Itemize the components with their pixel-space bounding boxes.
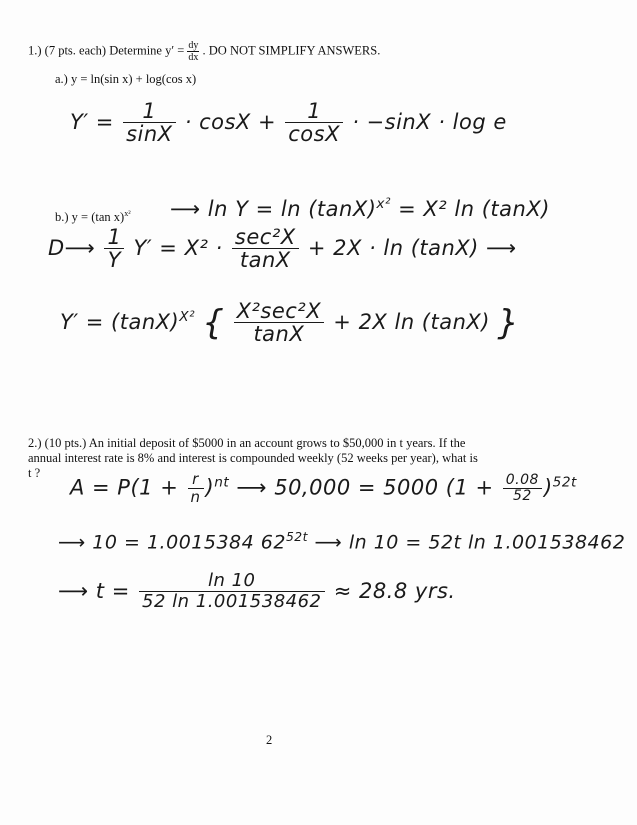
b-step-3 (60, 300, 519, 346)
p2-step3-fraction (139, 572, 325, 612)
p2-step-1 (70, 472, 577, 505)
part-b-label-text: b.) y = (tan x) (55, 210, 125, 225)
part-b-exponent: x² (124, 209, 131, 218)
b-step1-text: ln Y = ln (tanX) (207, 197, 377, 221)
a-lhs: Y′ = (70, 110, 114, 135)
b-step2-f1-den: Y (107, 248, 122, 273)
b-step3-rest: + 2X ln (tanX) (333, 310, 490, 335)
p2-step3-f-num: ln 10 (139, 572, 325, 592)
problem1-header-prefix: 1.) (7 pts. each) Determine y′ = (28, 43, 185, 58)
b-step3-exp: X² (179, 309, 196, 326)
a-term-2: · −sinX · log e (352, 110, 507, 135)
dy-dx-fraction (187, 40, 199, 63)
p2-step3-approx: ≈ 28.8 yrs. (333, 578, 456, 603)
p2-step1-f-num: r (188, 472, 204, 489)
b-step2-fraction-1 (104, 226, 124, 272)
a-fraction-1 (123, 100, 175, 146)
b-step3-fraction (234, 300, 325, 346)
b-step3-lhs: Y′ = (tanX) (60, 310, 180, 335)
p2-step2-arrow-2: ⟶ (314, 531, 343, 554)
p2-step3-f-den: 52 ln 1.001538462 (142, 590, 322, 612)
a-f2-den: cosX (288, 122, 340, 147)
p2-step2-arrow: ⟶ (58, 531, 86, 554)
p2-step2-exp: 52t (285, 530, 308, 544)
p2-step2-text: 10 = 1.0015384 62 (92, 531, 286, 554)
p2-step1-fraction (188, 472, 204, 505)
p2-step1-eq: 50,000 = 5000 (1 + (274, 475, 494, 500)
b-step-2 (48, 226, 517, 272)
a-f1-den: sinX (126, 122, 173, 147)
b-step3-open-brace: { (202, 303, 225, 344)
a-fraction-2 (285, 100, 343, 146)
p2-step1-close: ) (205, 475, 215, 500)
p2-step1-exp2: 52t (552, 474, 577, 491)
b-step1-exp: x² (376, 196, 391, 212)
p2-step2-rest: ln 10 = 52t ln 1.001538462 (348, 531, 626, 554)
b-step3-f-num: X²sec²X (234, 300, 325, 323)
a-f2-num: 1 (285, 100, 343, 123)
dy-label: dy (188, 40, 199, 51)
p2-step1-f2-den: 52 (512, 487, 532, 504)
p2-step1-arrow: ⟶ (236, 475, 268, 500)
b-step2-mid: Y′ = X² · (133, 236, 223, 261)
b-step2-prefix: D⟶ (48, 236, 96, 261)
b-step1-arrow: ⟶ (170, 197, 201, 221)
p2-step1-lhs: A = P(1 + (70, 475, 179, 500)
b-step2-f2-num: sec²X (232, 226, 299, 249)
b-step2-f2-den: tanX (239, 248, 291, 273)
problem1-header (28, 40, 380, 63)
problem2-line-2: annual interest rate is 8% and interest is compounded weekly (52 weeks per year), what is (28, 451, 478, 465)
dx-label: dx (188, 52, 199, 63)
part-b-label (55, 206, 131, 225)
p2-step-3 (58, 572, 456, 612)
problem2-line-1: 2.) (10 pts.) An initial deposit of $5000 in an account grows to $50,000 in t years. If the (28, 436, 466, 450)
page-number: 2 (266, 733, 273, 747)
problem1-header-suffix: . DO NOT SIMPLIFY ANSWERS. (202, 43, 381, 58)
part-a-label: a.) y = ln(sin x) + log(cos x) (55, 72, 197, 86)
part-a-solution (70, 100, 507, 146)
p2-step3-lhs: t = (95, 578, 130, 603)
b-step-1 (170, 196, 550, 221)
a-f1-num: 1 (123, 100, 175, 123)
b-step2-fraction-2 (232, 226, 299, 272)
b-step2-f1-num: 1 (104, 226, 124, 249)
p2-step1-exp: nt (214, 474, 230, 491)
p2-step1-f-den: n (190, 487, 201, 506)
b-step3-close-brace: } (497, 303, 520, 344)
p2-step-2 (58, 530, 625, 553)
b-step1-rest: = X² ln (tanX) (398, 197, 550, 221)
p2-step1-fraction-2 (503, 473, 542, 504)
p2-step3-arrow: ⟶ (58, 578, 89, 603)
p2-step1-close2: ) (543, 475, 553, 500)
problem2-line-3: t ? (28, 466, 41, 480)
a-term-1: · cosX + (184, 110, 277, 135)
p2-step1-f2-num: 0.08 (503, 473, 542, 489)
b-step3-f-den: tanX (253, 322, 305, 347)
b-step2-rest: + 2X · ln (tanX) ⟶ (307, 236, 517, 261)
